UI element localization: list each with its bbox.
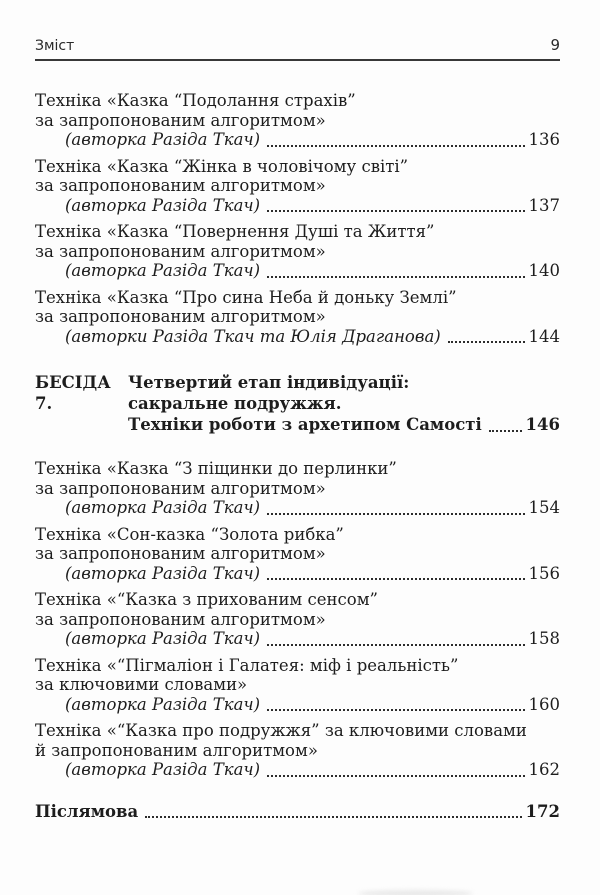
entry-author: (авторка Разіда Ткач) (65, 130, 261, 149)
dot-leader (267, 145, 524, 147)
dot-leader (267, 210, 524, 212)
entry-title-line: Техніка «Казка “Про сина Неба й доньку Землі” (35, 287, 457, 307)
dot-leader (267, 276, 524, 278)
entry-title-line: Техніка «Казка “Жінка в чоловічому світі” (35, 156, 409, 176)
toc-entry (35, 91, 560, 150)
afterword-page: 172 (525, 801, 560, 821)
section-heading (35, 372, 560, 435)
page-number: 9 (550, 36, 560, 54)
entry-author-row (65, 564, 560, 584)
entry-author: (авторка Разіда Ткач) (65, 498, 261, 517)
contents-title: Зміст (35, 38, 75, 54)
entry-author: (авторка Разіда Ткач) (65, 563, 261, 583)
toc-entry (35, 459, 560, 518)
entry-title-line: за запропонованим алгоритмом» (35, 307, 326, 326)
section-line-row (128, 414, 560, 435)
entry-author-row (65, 695, 560, 715)
entry-author-row (65, 629, 560, 649)
entry-author: (авторка Разіда Ткач) (65, 261, 261, 280)
entry-author: (авторка Разіда Ткач) (65, 195, 261, 215)
dot-leader (267, 709, 524, 711)
entry-title-line: за запропонованим алгоритмом» (35, 544, 326, 563)
section-content (128, 372, 560, 435)
entry-author: (авторка Разіда Ткач) (65, 629, 261, 648)
afterword-entry (35, 802, 560, 822)
entry-title-line: Техніка «“Казка з прихованим сенсом” (35, 590, 378, 609)
section-line: сакральне подружжя. (128, 394, 342, 413)
entry-page: 154 (528, 498, 560, 517)
entry-author: (авторка Разіда Ткач) (65, 760, 261, 779)
toc-entry (35, 222, 560, 281)
dot-leader (267, 578, 524, 580)
entry-title-line: за запропонованим алгоритмом» (35, 609, 326, 629)
entry-title-line: Техніка «Сон-казка “Золота рибка” (35, 524, 344, 544)
afterword-label: Післямова (35, 801, 139, 821)
entry-title-line: за запропонованим алгоритмом» (35, 241, 326, 261)
entry-author-row (65, 130, 560, 150)
running-head (35, 36, 560, 61)
entry-author-row (65, 760, 560, 780)
entry-author: (авторки Разіда Ткач та Юлія Драганова) (65, 326, 441, 346)
entry-title-line: й запропонованим алгоритмом» (35, 740, 318, 760)
entry-title-line: за запропонованим алгоритмом» (35, 110, 326, 130)
entry-title-line: за ключовими словами» (35, 675, 248, 694)
entry-page: 158 (528, 629, 560, 648)
toc-entry (35, 288, 560, 347)
table-of-contents (35, 91, 560, 821)
dot-leader (489, 430, 522, 432)
entry-title-line: за запропонованим алгоритмом» (35, 176, 326, 195)
entry-page: 160 (528, 694, 560, 714)
section-page: 146 (525, 415, 560, 434)
toc-entry (35, 525, 560, 584)
toc-entry (35, 656, 560, 715)
entry-title-line: Техніка «Казка “Повернення Душі та Життя” (35, 222, 435, 241)
entry-page: 156 (528, 563, 560, 583)
entry-title-line: Техніка «“Пігмаліон і Галатея: міф і реальність” (35, 655, 459, 675)
entry-page: 136 (528, 130, 560, 149)
entry-author-row (65, 327, 560, 347)
entry-page: 144 (528, 326, 560, 346)
scan-artifact (358, 890, 473, 895)
toc-entry (35, 157, 560, 216)
toc-entry (35, 721, 560, 780)
section-line: Техніки роботи з архетипом Самості (128, 415, 482, 434)
dot-leader (448, 341, 525, 343)
section-line: Четвертий етап індивідуації: (128, 373, 410, 392)
entry-title-line: за запропонованим алгоритмом» (35, 478, 326, 498)
dot-leader (267, 644, 524, 646)
dot-leader (145, 816, 521, 818)
entry-page: 162 (528, 760, 560, 779)
entry-author-row (65, 196, 560, 216)
entry-title-line: Техніка «Казка “З піщинки до перлинки” (35, 459, 397, 478)
entry-page: 137 (528, 195, 560, 215)
entry-author: (авторка Разіда Ткач) (65, 694, 261, 714)
entry-author-row (65, 498, 560, 518)
entry-title-line: Техніка «“Казка про подружжя” за ключовими словами (35, 721, 527, 740)
dot-leader (267, 775, 524, 777)
entry-title-line: Техніка «Казка “Подолання страхів” (35, 91, 356, 110)
dot-leader (267, 513, 524, 515)
entry-author-row (65, 261, 560, 281)
toc-entry (35, 590, 560, 649)
entry-page: 140 (528, 261, 560, 280)
section-label: БЕСІДА 7. (35, 373, 111, 413)
